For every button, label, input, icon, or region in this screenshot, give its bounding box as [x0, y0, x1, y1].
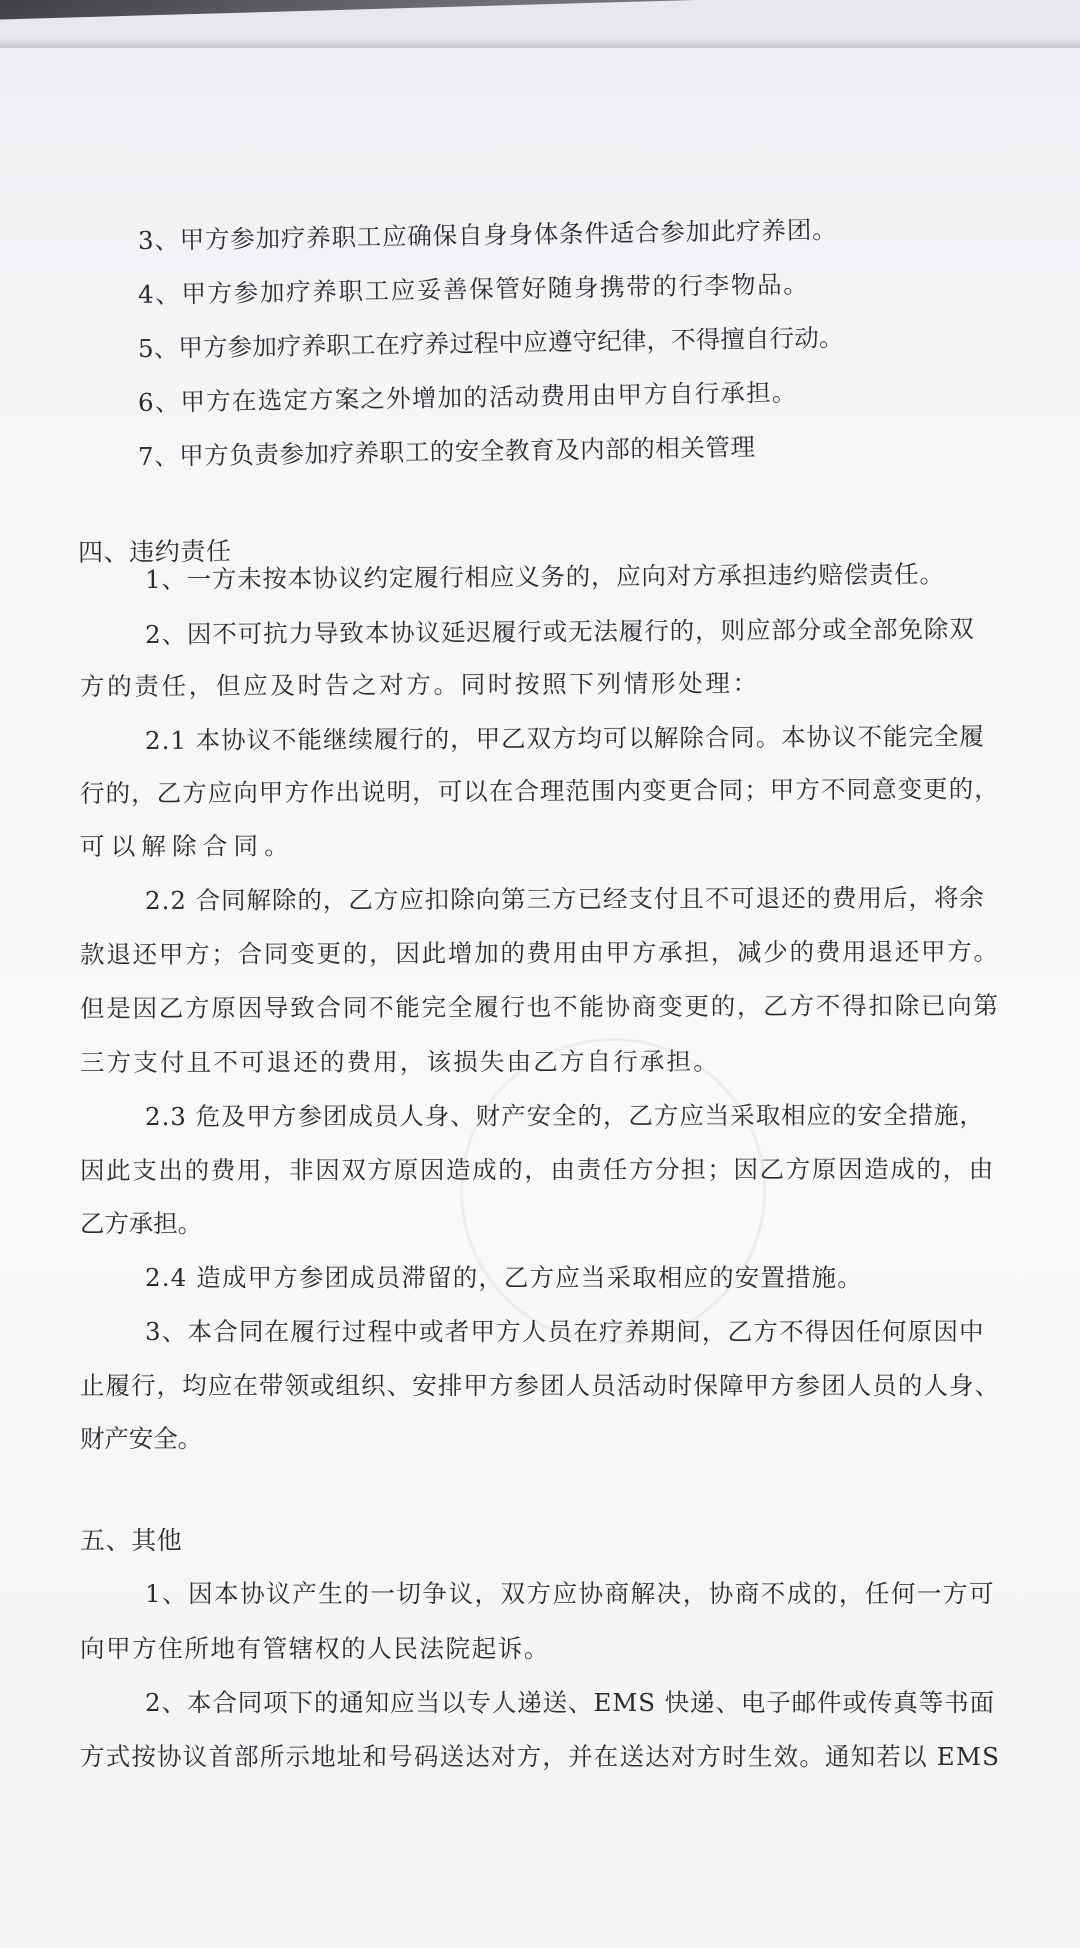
section-4-line: 2、因不可抗力导致本协议延迟履行或无法履行的，则应部分或全部免除双: [144, 614, 975, 649]
clause-3-3: 3、甲方参加疗养职工应确保自身身体条件适合参加此疗养团。: [137, 215, 838, 255]
section-5-heading: 五、其他: [80, 1526, 183, 1555]
clause-3-7: 7、甲方负责参加疗养职工的安全教育及内部的相关管理: [137, 432, 756, 471]
section-4-line: 止履行，均应在带领或组织、安排甲方参团人员活动时保障甲方参团人员的人身、: [80, 1371, 1001, 1400]
section-4-line: 方的责任，但应及时告之对方。同时按照下列情形处理：: [79, 668, 760, 701]
section-4-line: 2.3 危及甲方参团成员人身、财产安全的，乙方应当采取相应的安全措施，: [144, 1100, 985, 1131]
section-5-line: 2、本合同项下的通知应当以专人递送、EMS 快递、电子邮件或传真等书面: [145, 1688, 995, 1717]
clause-3-5: 5、甲方参加疗养职工在疗养过程中应遵守纪律，不得擅自行动。: [137, 322, 844, 363]
clause-3-6: 6、甲方在选定方案之外增加的活动费用由甲方自行承担。: [137, 377, 798, 417]
section-5-line: 方式按协议首部所示地址和号码送达对方，并在送达对方时生效。通知若以 EMS: [80, 1742, 1001, 1771]
section-4-line: 款退还甲方；合同变更的，因此增加的费用由甲方承担，减少的费用退还甲方。: [79, 936, 1000, 969]
section-4-line: 2.1 本协议不能继续履行的，甲乙双方均可以解除合同。本协议不能完全履: [144, 721, 985, 755]
section-4-line: 2.4 造成甲方参团成员滞留的，乙方应当采取相应的安置措施。: [145, 1263, 863, 1292]
section-4-line: 2.2 合同解除的，乙方应扣除向第三方已经支付且不可退还的费用后，将余: [144, 883, 985, 915]
section-5-line: 1、因本协议产生的一切争议，双方应协商解决，协商不成的，任何一方可: [145, 1579, 996, 1608]
section-4-line: 因此支出的费用，非因双方原因造成的，由责任方分担；因乙方原因造成的，由: [79, 1154, 995, 1185]
section-4-line: 1、一方未按本协议约定履行相应义务的，应向对方承担违约赔偿责任。: [144, 559, 945, 594]
section-4-line: 3、本合同在履行过程中或者甲方人员在疗养期间，乙方不得因任何原因中: [145, 1317, 985, 1346]
section-4-line: 可以解除合同。: [79, 831, 295, 861]
clause-3-4: 4、甲方参加疗养职工应妥善保管好随身携带的行李物品。: [137, 269, 810, 309]
section-4-line: 三方支付且不可退还的费用，该损失由乙方自行承担。: [79, 1046, 720, 1077]
section-4-line: 行的，乙方应向甲方作出说明，可以在合理范围内变更合同；甲方不同意变更的，: [79, 774, 1000, 808]
section-4-heading: 四、违约责任: [77, 536, 232, 567]
section-4-line: 财产安全。: [80, 1424, 202, 1453]
section-4-line: 但是因乙方原因导致合同不能完全履行也不能协商变更的，乙方不得扣除已向第: [79, 990, 1000, 1023]
section-5-line: 向甲方住所地有管辖权的人民法院起诉。: [80, 1634, 550, 1663]
section-4-line: 乙方承担。: [80, 1209, 202, 1238]
